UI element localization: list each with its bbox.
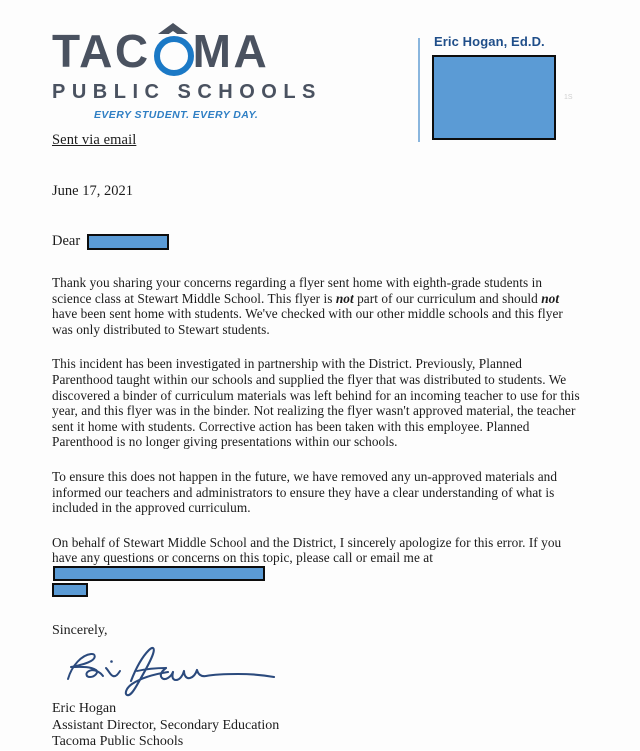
paragraph-1-run-2: part of our curriculum and should xyxy=(353,290,542,306)
redacted-contact-details xyxy=(432,55,556,140)
logo-wordmark-part-1: TAC xyxy=(52,25,151,77)
contact-block xyxy=(418,34,593,146)
paragraph-4-run-1: On behalf of Stewart Middle School and the District, I sincerely apologize for this error. If you have any questions or concerns on this topic, please call or email me at xyxy=(52,534,562,566)
contact-divider-rule xyxy=(418,38,420,142)
sent-via-email-note: Sent via email xyxy=(52,132,137,148)
salutation-line xyxy=(52,233,582,250)
paragraph-1-emphasis-1: not xyxy=(335,290,354,306)
letterhead-logo xyxy=(52,25,342,128)
paragraph-4 xyxy=(52,535,582,598)
salutation-label: Dear xyxy=(52,233,81,249)
redacted-recipient-name xyxy=(87,234,169,250)
closing-salutation: Sincerely, xyxy=(52,623,108,639)
signer-name: Eric Hogan xyxy=(52,701,117,717)
signer-organization: Tacoma Public Schools xyxy=(52,734,184,750)
paragraph-1 xyxy=(52,275,582,337)
logo-subtitle: PUBLIC SCHOOLS xyxy=(52,81,322,103)
signature-block xyxy=(52,701,582,751)
paragraph-1-run-1: Thank you sharing your concerns regarding a flyer sent home with eighth-grade students in science class at Stewart Middle School. This flyer is xyxy=(52,275,543,306)
scan-artifact: 1S xyxy=(564,94,573,101)
paragraph-1-run-3: have been sent home with students. We've checked with our other middle schools and this flyer was only distributed to Stewart students. xyxy=(52,306,563,337)
paragraph-1-emphasis-2: not xyxy=(541,290,560,306)
letter-date: June 17, 2021 xyxy=(52,183,133,199)
paragraph-2: This incident has been investigated in partnership with the District. Previously, Planned Parenthood taught within our schools and supplied the flyer that was distributed to students. We discovered a binder of curriculum materials was left behind for an incoming teacher to use for this year, and this flyer was in the binder. Not realizing the flyer wasn't approved material, the teacher sent it home with students. Corrective action has been taken with this employee. Planned Parenthood is no longer giving presentations within our schools. xyxy=(52,356,580,450)
logo-wordmark-part-2: MA xyxy=(192,25,270,77)
signature-image xyxy=(58,641,288,699)
logo-tagline: EVERY STUDENT. EVERY DAY. xyxy=(94,109,259,121)
signer-title: Assistant Director, Secondary Education xyxy=(52,717,280,733)
contact-name: Eric Hogan, Ed.D. xyxy=(434,34,545,49)
paragraph-3: To ensure this does not happen in the future, we have removed any un-approved materials and informed our teachers and administrators to ensure they have a clear understanding of what is included in the approved curriculum. xyxy=(52,468,558,516)
logo-house-o-icon xyxy=(152,31,192,71)
redacted-email-address xyxy=(53,566,265,581)
letter-body xyxy=(52,132,582,751)
redacted-phone-number xyxy=(52,583,88,597)
logo-wordmark xyxy=(52,25,342,78)
